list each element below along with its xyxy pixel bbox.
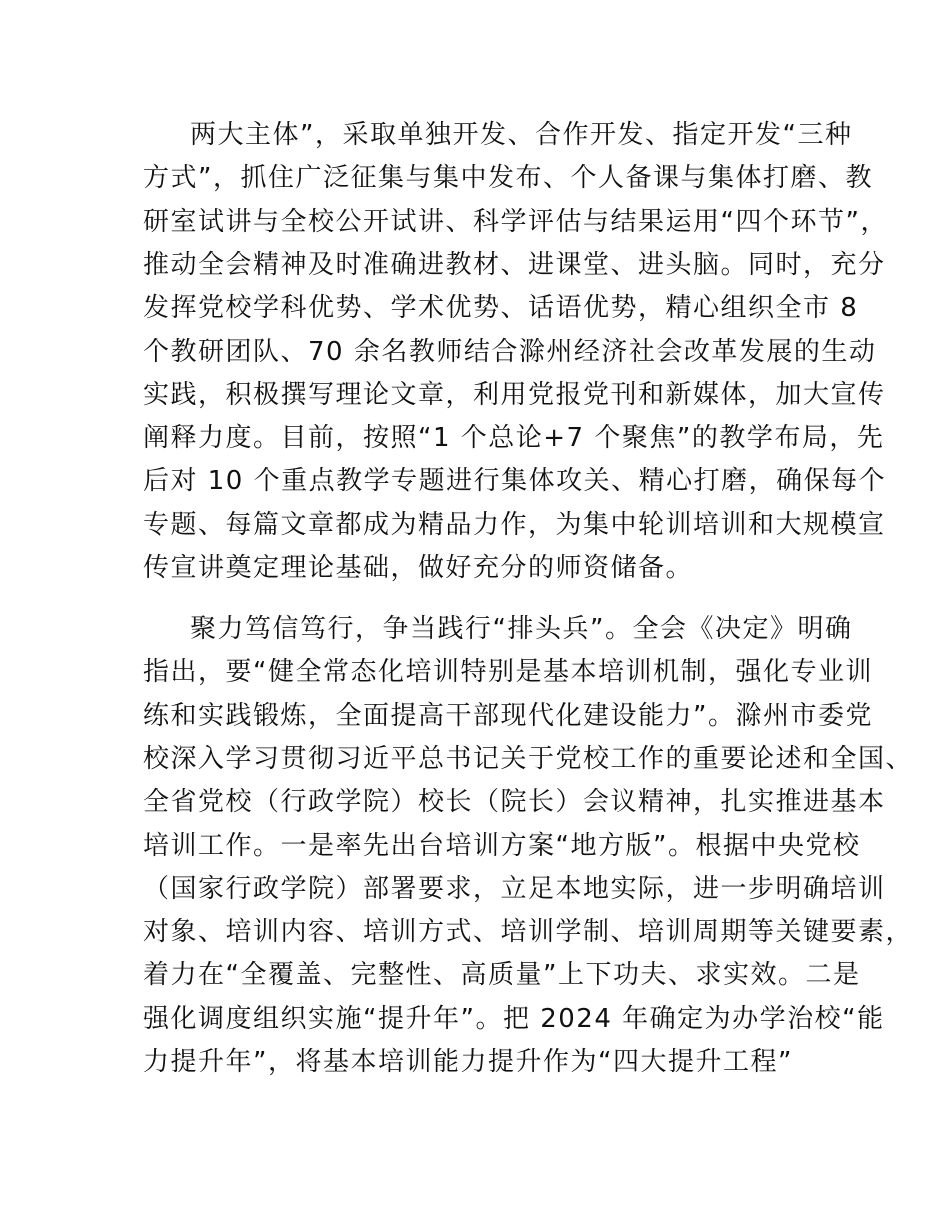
text-line: 推动全会精神及时准确进教材、进课堂、进头脑。同时，充分 [143,249,886,280]
text-line: 发挥党校学科优势、学术优势、话语优势，精心组织全市 8 [143,293,859,324]
text-line: （国家行政学院）部署要求，立足本地实际，进一步明确培训 [143,873,886,904]
text-line: 聚力笃信笃行，争当践行“排头兵”。全会《决定》明确 [190,614,853,644]
text-line: 研室试讲与全校公开试讲、科学评估与结果运用“四个环节”， [143,206,888,237]
text-line: 强化调度组织实施“提升年”。把 2024 年确定为办学治校“能 [143,1003,885,1034]
text-line: 个教研团队、70 余名教师结合滁州经济社会改革发展的生动 [143,336,877,367]
text-line: 练和实践锻炼，全面提高干部现代化建设能力”。滁州市委党 [143,700,873,731]
text-line: 传宣讲奠定理论基础，做好充分的师资储备。 [143,553,694,583]
text-line: 力提升年”，将基本培训能力提升作为“四大提升工程” [143,1047,793,1077]
text-line: 后对 10 个重点教学专题进行集体攻关、精心打磨，确保每个 [143,466,887,497]
text-line: 培训工作。一是率先出台培训方案“地方版”。根据中央党校 [143,830,861,861]
text-line: 两大主体”，采取单独开发、合作开发、指定开发“三种 [190,120,853,150]
text-line: 实践，积极撰写理论文章，利用党报党刊和新媒体，加大宣传 [143,379,886,410]
text-line: 校深入学习贯彻习近平总书记关于党校工作的重要论述和全国、 [143,743,914,774]
text-line: 全省党校（行政学院）校长（院长）会议精神，扎实推进基本 [143,787,886,818]
text-line: 指出，要“健全常态化培训特别是基本培训机制，强化专业训 [143,657,873,688]
text-line: 着力在“全覆盖、完整性、高质量”上下功夫、求实效。二是 [143,960,861,991]
text-line: 阐释力度。目前，按照“1 个总论+7 个聚焦”的教学布局，先 [143,423,885,454]
text-line: 方式”，抓住广泛征集与集中发布、个人备课与集体打磨、教 [143,163,873,194]
text-line: 对象、培训内容、培训方式、培训学制、培训周期等关键要素， [143,917,914,948]
text-line: 专题、每篇文章都成为精品力作，为集中轮训培训和大规模宣 [143,509,886,540]
